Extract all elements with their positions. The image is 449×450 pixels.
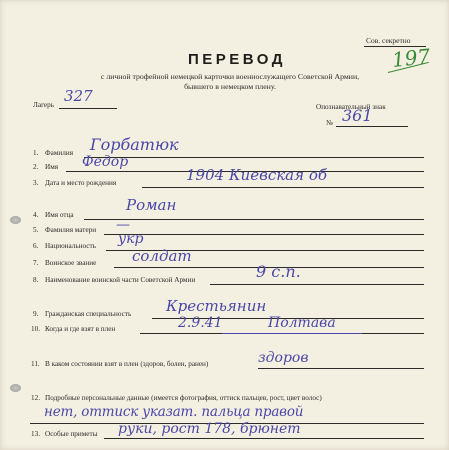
field-12-label: Подробные персональные данные (имеется фотография, оттиск пальцев, рост, цвет волос) [45,394,322,402]
field-6-label: Национальность [45,242,96,250]
field-8-value: 9 с.п. [256,262,301,281]
field-13-number: 13. [31,430,40,438]
field-12-value: нет, оттиск указат. пальца правой [44,404,304,420]
classification-handwritten-mark: 197 [390,44,432,72]
field-10-handwritten-stroke [222,333,362,334]
document-title: ПЕРЕВОД [188,51,286,68]
field-10-label: Когда и где взят в плен [45,325,116,333]
field-10-number: 10. [31,325,40,333]
field-7-number: 7. [33,259,39,267]
field-4-label: Имя отца [45,211,74,219]
id-tag-number-sign: № [326,119,333,127]
field-11-label: В каком состоянии взят в плен (здоров, болен, ранен) [45,360,209,368]
field-11-value: здоров [258,350,309,366]
camp-underline [59,108,117,109]
field-2-label: Имя [45,163,59,171]
field-4-number: 4. [33,211,39,219]
field-1-number: 1. [33,149,39,157]
field-3-value: 1904 Киевская об [186,166,328,184]
field-7-label: Воинское звание [45,259,97,267]
field-8-number: 8. [33,276,39,284]
field-3-label: Дата и место рождения [45,179,117,187]
field-9-number: 9. [33,310,39,318]
field-1-underline [84,157,424,158]
binder-hole-top [10,216,21,224]
id-tag-value: 361 [342,106,373,125]
field-5-number: 5. [33,226,39,234]
field-6-number: 6. [33,242,39,250]
field-9-value: Крестьянин [166,297,267,315]
field-2-number: 2. [33,163,39,171]
field-13-label: Особые приметы [45,430,98,438]
binder-hole-bottom [10,384,21,392]
camp-label: Лагерь [33,101,54,109]
field-5-label: Фамилия матери [45,226,97,234]
subtitle-line-2: бывшего в немецком плену. [184,82,276,91]
field-12-number: 12. [31,394,40,402]
classification-label: Сов. секретно [366,36,411,45]
subtitle-line-1: с личной трофейной немецкой карточки военнослужащего Советской Армии, [100,72,360,81]
field-8-underline [210,284,424,285]
field-3-underline [142,187,424,188]
field-4-underline [84,219,424,220]
field-10-place: Полтава [268,315,336,331]
field-11-underline [258,368,424,369]
field-13-value: руки, рост 178, брюнет [118,421,301,437]
field-11-number: 11. [31,360,40,368]
id-tag-label: Опознавательный знак [316,103,386,111]
field-5-value: — [116,217,130,233]
field-5-underline [104,234,424,235]
field-1-label: Фамилия [45,149,74,157]
field-4-value: Роман [126,196,177,214]
id-tag-underline [336,126,408,127]
field-3-number: 3. [33,179,39,187]
field-13-underline [104,438,424,439]
field-8-label: Наименование воинской части Советской Армии [45,276,196,284]
field-9-label: Гражданская специальность [45,310,132,318]
field-6-value: укр [118,231,144,247]
field-10-date: 2.9.41 [178,315,223,331]
field-1-value: Горбатюк [90,135,179,154]
field-7-value: солдат [132,247,192,265]
field-2-value: Федор [82,154,129,170]
camp-value: 327 [64,87,93,105]
